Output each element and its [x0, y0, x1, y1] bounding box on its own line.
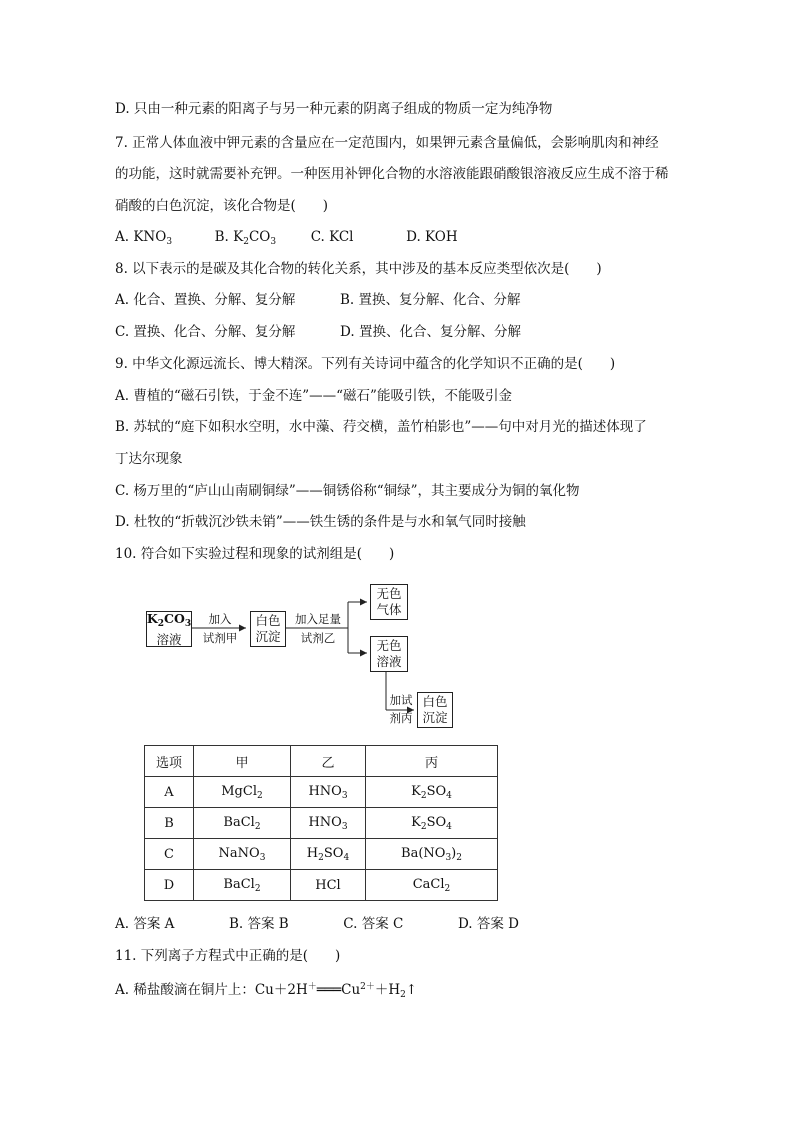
q8-option-b: B. 置换、复分解、化合、分解 — [339, 292, 521, 308]
table-cell: BaCl$_2$ — [194, 808, 291, 839]
q7-option-c: C. KCl — [310, 229, 354, 245]
flow-box-colorless-gas: 无色 气体 — [370, 584, 408, 620]
table-header-row — [145, 746, 498, 777]
table-cell: $K_2SO_4$ — [366, 808, 498, 839]
q10-stem: 10. 符合如下实验过程和现象的试剂组是( ) — [115, 546, 395, 562]
q7-option-b: B. $K_2CO_3$ — [214, 229, 277, 247]
q7-stem-line2: 的功能，这时就需要补充钾。一种医用补钾化合物的水溶液能跟硝酸银溶液反应生成不溶于稀 — [115, 166, 669, 182]
table-cell: A — [145, 777, 194, 808]
q6-option-d: D. 只由一种元素的阳离子与另一种元素的阴离子组成的物质一定为纯净物 — [115, 101, 553, 117]
table-cell: $HNO_3$ — [291, 777, 366, 808]
q7-stem-line3: 硝酸的白色沉淀，该化合物是( ) — [115, 198, 329, 214]
q9-option-d: D. 杜牧的“折戟沉沙铁未销”——铁生锈的条件是与水和氧气同时接触 — [115, 514, 526, 530]
table-cell: C — [145, 839, 194, 870]
q7-option-d: D. KOH — [406, 229, 458, 245]
table-cell: D — [145, 870, 194, 901]
table-header: 甲 — [194, 746, 291, 777]
arrow-1-label-bottom: 试剂甲 — [202, 631, 238, 645]
q8-stem: 8. 以下表示的是碳及其化合物的转化关系，其中涉及的基本反应类型依次是( ) — [115, 261, 602, 277]
arrow-3-label-top: 加试 — [389, 693, 413, 707]
table-cell: MgCl$_2$ — [194, 777, 291, 808]
q9-option-c: C. 杨万里的“庐山山南刷铜绿”——铜锈俗称“铜绿”，其主要成分为铜的氧化物 — [115, 483, 580, 499]
table-cell: HCl — [291, 870, 366, 901]
table-row — [145, 870, 498, 901]
q7-stem-line1: 7. 正常人体血液中钾元素的含量应在一定范围内，如果钾元素含量偏低，会影响肌肉和神经 — [115, 135, 659, 151]
q8-option-c: C. 置换、化合、分解、复分解 — [115, 324, 296, 340]
flow-box-final-precipitate: 白色 沉淀 — [417, 692, 453, 728]
q10-options — [115, 914, 684, 934]
table-header: 丙 — [366, 746, 498, 777]
table-header: 选项 — [145, 746, 194, 777]
table-row — [145, 839, 498, 870]
table-cell: $Ba(NO_3)_2$ — [366, 839, 498, 870]
table-row — [145, 777, 498, 808]
table-cell: NaNO$_3$ — [194, 839, 291, 870]
q11-option-a: A. 稀盐酸滴在铜片上：$Cu+2H^+═══Cu^{2+}+H_2↑$ — [115, 982, 418, 1000]
reagent-table — [144, 745, 498, 901]
arrow-1-label-top: 加入 — [208, 612, 232, 626]
arrow-3-label-bottom: 剂丙 — [389, 711, 413, 725]
table-cell: $K_2SO_4$ — [366, 777, 498, 808]
flow-box-colorless-solution: 无色 溶液 — [370, 636, 408, 672]
q9-option-a: A. 曹植的“磁石引铁，于金不连”——“磁石”能吸引铁，不能吸引金 — [115, 388, 512, 404]
table-cell: B — [145, 808, 194, 839]
q9-option-b-line1: B. 苏轼的“庭下如积水空明，水中藻、荇交横，盖竹柏影也”——句中对月光的描述体现了 — [115, 419, 647, 435]
q8-option-d: D. 置换、化合、复分解、分解 — [340, 324, 521, 340]
flow-box-white-precipitate: 白色 沉淀 — [250, 611, 286, 647]
arrow-2-label-top: 加入足量 — [295, 612, 341, 626]
q9-stem: 9. 中华文化源远流长、博大精深。下列有关诗词中蕴含的化学知识不正确的是( ) — [115, 356, 616, 372]
q7-option-a: A. $KNO_3$ — [115, 229, 173, 247]
q10-option-d: D. 答案 D — [457, 916, 519, 932]
table-cell: CaCl$_2$ — [366, 870, 498, 901]
q10-option-a: A. 答案 A — [115, 916, 175, 932]
table-cell: $H_2SO_4$ — [291, 839, 366, 870]
q11-stem: 11. 下列离子方程式中正确的是( ) — [115, 948, 341, 964]
q10-option-b: B. 答案 B — [228, 916, 289, 932]
q9-option-b-line2: 丁达尔现象 — [115, 451, 183, 467]
table-header: 乙 — [291, 746, 366, 777]
arrow-2-label-bottom: 试剂乙 — [300, 631, 336, 645]
q8-option-a: A. 化合、置换、分解、复分解 — [115, 292, 296, 308]
flow-box-k2co3: $K_2CO_3$ 溶液 — [146, 610, 192, 647]
table-cell: $HNO_3$ — [291, 808, 366, 839]
table-cell: BaCl$_2$ — [194, 870, 291, 901]
table-row — [145, 808, 498, 839]
q10-option-c: C. 答案 C — [343, 916, 404, 932]
